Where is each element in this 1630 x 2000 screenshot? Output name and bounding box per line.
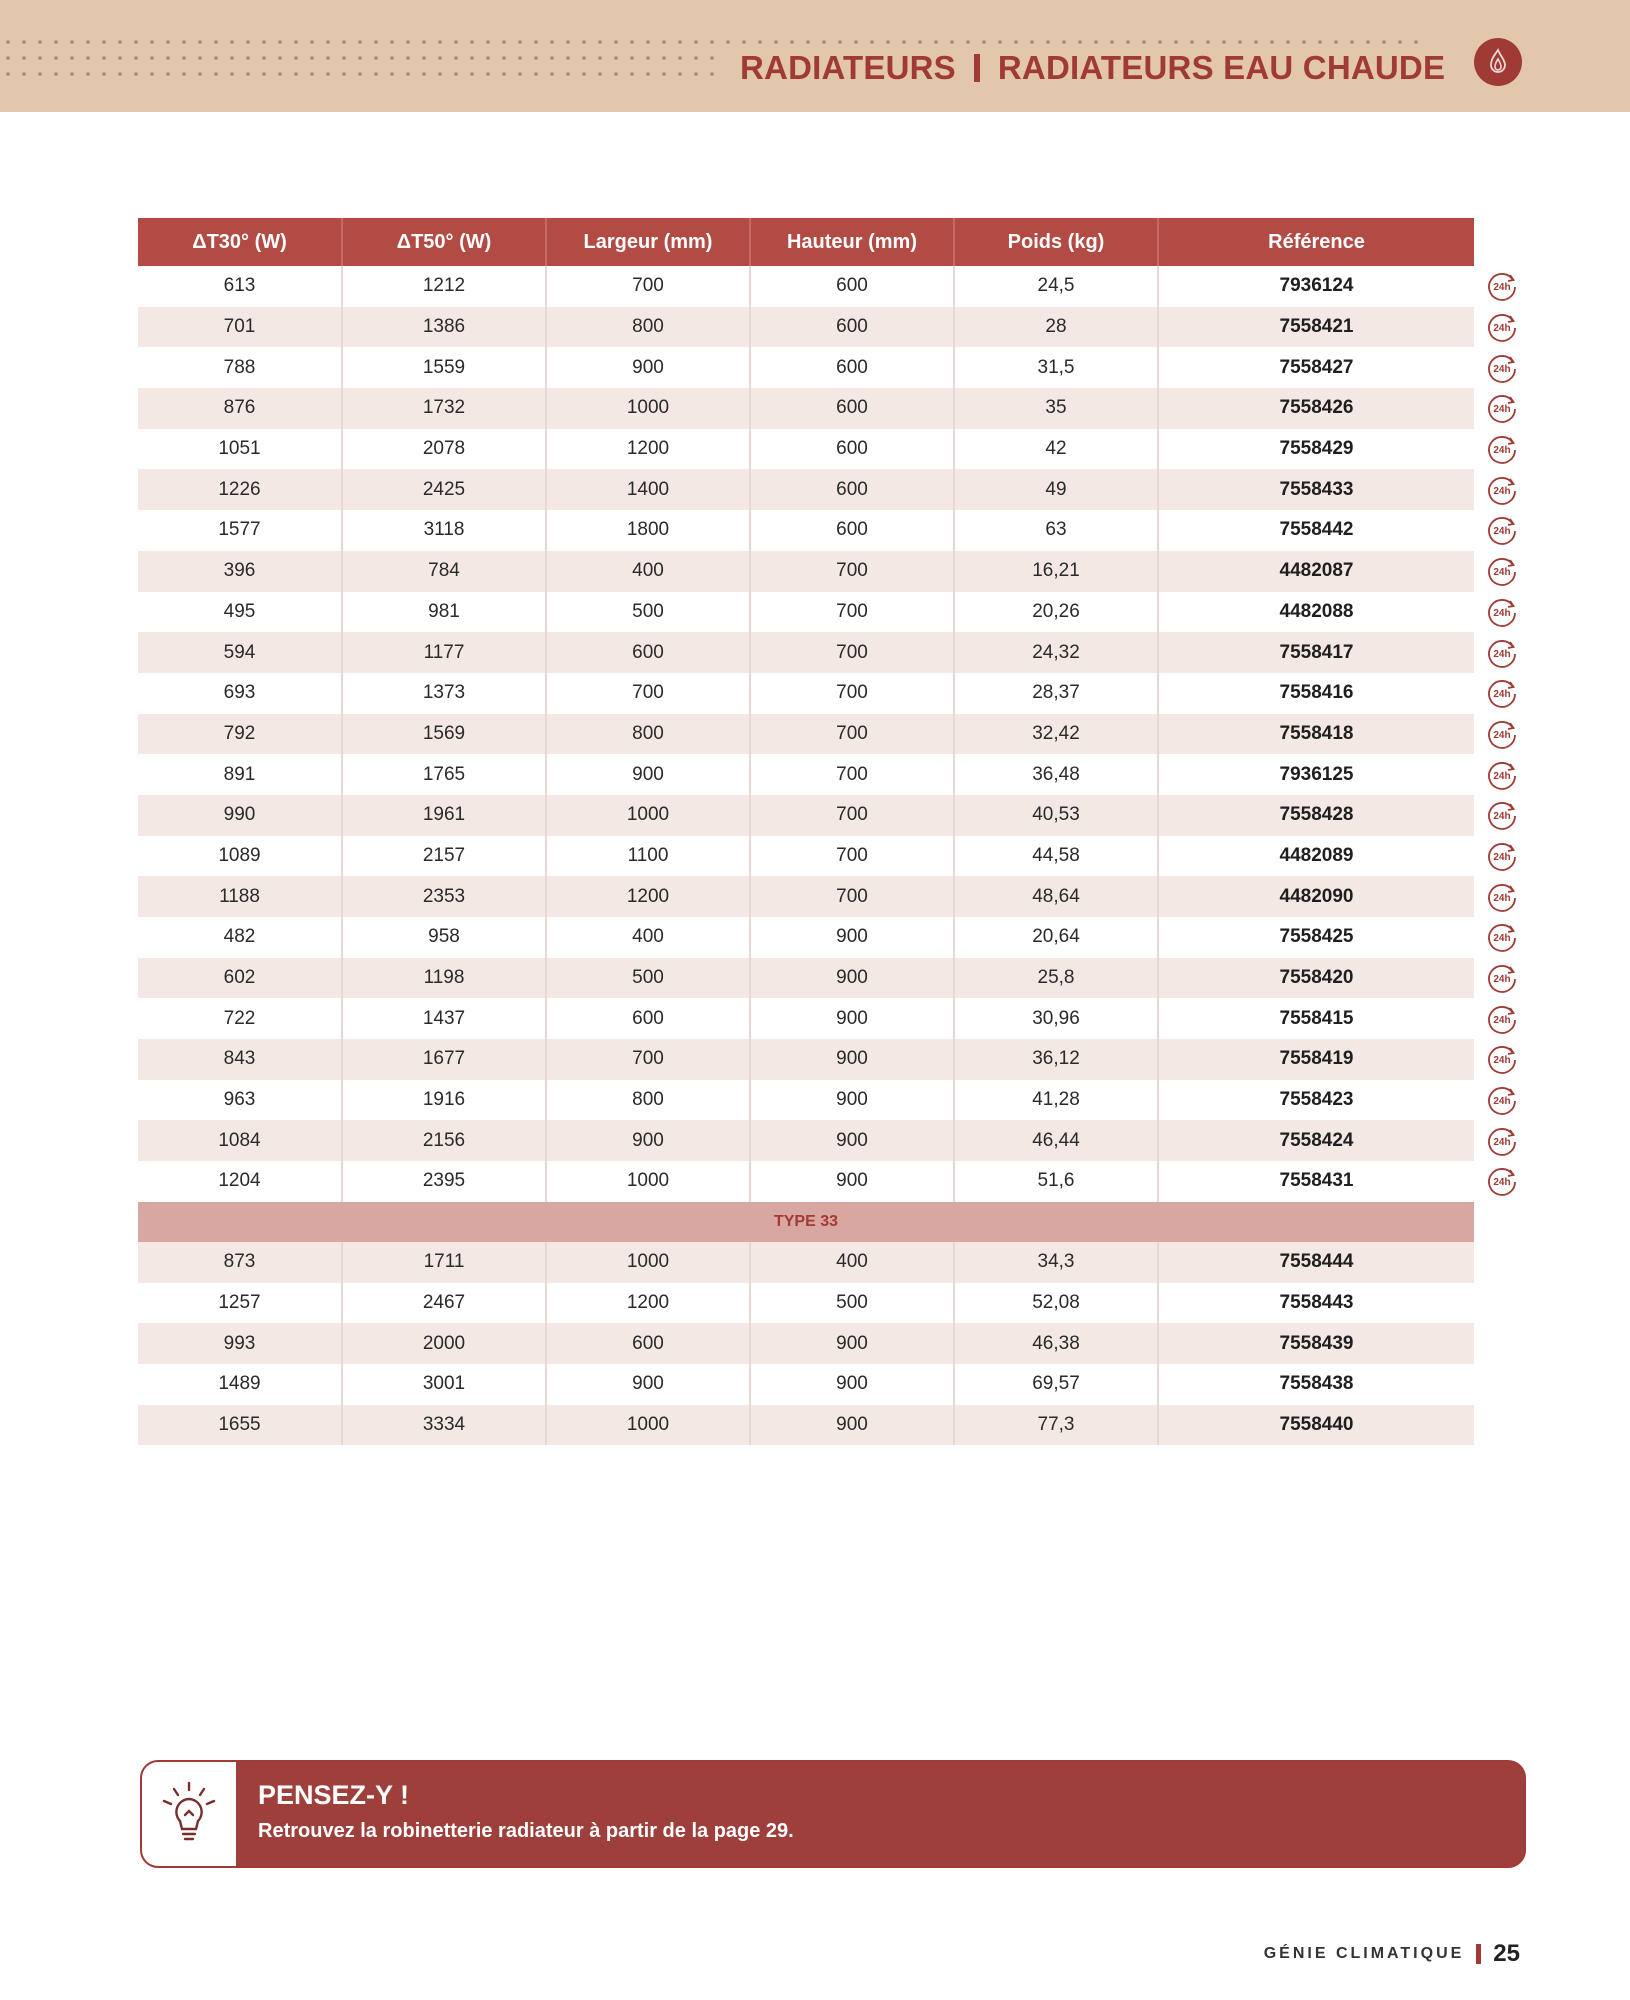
- table-row: [138, 673, 1474, 714]
- cell-largeur: 400: [546, 917, 750, 958]
- availability-24h-label: 24h: [1493, 811, 1511, 823]
- tip-box: [140, 1760, 1526, 1868]
- table-row: [138, 1080, 1474, 1121]
- cell-dt50: 958: [342, 917, 546, 958]
- cell-largeur: 700: [546, 266, 750, 307]
- cell-hauteur: 500: [750, 1283, 954, 1324]
- section-label: TYPE 33: [138, 1202, 1474, 1242]
- cell-dt30: 990: [138, 795, 342, 836]
- cell-hauteur: 700: [750, 714, 954, 755]
- flame-icon: [1474, 38, 1522, 86]
- cell-hauteur: 700: [750, 795, 954, 836]
- column-header-reference: Référence: [1158, 218, 1474, 266]
- cell-reference: 7558423 24h: [1158, 1080, 1474, 1121]
- cell-dt30: 396: [138, 551, 342, 592]
- cell-reference: 4482088 24h: [1158, 592, 1474, 633]
- cell-largeur: 1200: [546, 429, 750, 470]
- cell-dt30: 594: [138, 632, 342, 673]
- cell-dt30: 1226: [138, 469, 342, 510]
- table-row: [138, 551, 1474, 592]
- table-row: [138, 917, 1474, 958]
- header-dot-pattern: [0, 34, 720, 80]
- cell-poids: 30,96: [954, 998, 1158, 1039]
- cell-largeur: 600: [546, 998, 750, 1039]
- availability-24h-icon: [1486, 596, 1518, 628]
- cell-poids: 35: [954, 388, 1158, 429]
- availability-24h-label: 24h: [1493, 1014, 1511, 1026]
- availability-24h-label: 24h: [1493, 729, 1511, 741]
- cell-dt30: 1051: [138, 429, 342, 470]
- cell-poids: 44,58: [954, 836, 1158, 877]
- column-header-hauteur: Hauteur (mm): [750, 218, 954, 266]
- availability-24h-icon: [1486, 718, 1518, 750]
- cell-dt30: 1489: [138, 1364, 342, 1405]
- footer-section-label: GÉNIE CLIMATIQUE: [1263, 1945, 1465, 1962]
- page-number: 25: [1493, 1940, 1520, 1967]
- cell-reference: 7558429 24h: [1158, 429, 1474, 470]
- table-row: [138, 307, 1474, 348]
- cell-reference: 7558426 24h: [1158, 388, 1474, 429]
- table-row: [138, 1283, 1474, 1324]
- cell-reference: 7558425 24h: [1158, 917, 1474, 958]
- cell-hauteur: 600: [750, 347, 954, 388]
- availability-24h-label: 24h: [1493, 567, 1511, 579]
- cell-reference: 7558418 24h: [1158, 714, 1474, 755]
- cell-reference: 7558416 24h: [1158, 673, 1474, 714]
- cell-dt30: 876: [138, 388, 342, 429]
- availability-24h-icon: [1486, 759, 1518, 791]
- cell-largeur: 800: [546, 714, 750, 755]
- cell-dt50: 1677: [342, 1039, 546, 1080]
- cell-largeur: 1000: [546, 388, 750, 429]
- cell-largeur: 1400: [546, 469, 750, 510]
- availability-24h-icon: [1486, 1084, 1518, 1116]
- availability-24h-icon: [1486, 1043, 1518, 1075]
- cell-dt30: 693: [138, 673, 342, 714]
- cell-reference: 7558444: [1158, 1242, 1474, 1283]
- footer-separator: [1476, 1944, 1481, 1964]
- cell-hauteur: 900: [750, 1364, 954, 1405]
- cell-dt50: 1177: [342, 632, 546, 673]
- cell-largeur: 600: [546, 1323, 750, 1364]
- table-row: [138, 469, 1474, 510]
- cell-dt30: 1084: [138, 1120, 342, 1161]
- cell-dt50: 1711: [342, 1242, 546, 1283]
- availability-24h-label: 24h: [1493, 689, 1511, 701]
- cell-poids: 48,64: [954, 876, 1158, 917]
- cell-hauteur: 700: [750, 836, 954, 877]
- tip-title: PENSEZ-Y !: [258, 1780, 410, 1810]
- table-row: [138, 998, 1474, 1039]
- tip-text: Retrouvez la robinetterie radiateur à partir de la page 29.: [258, 1820, 794, 1842]
- availability-24h-icon: [1486, 840, 1518, 872]
- table-row: [138, 754, 1474, 795]
- table-row: [138, 266, 1474, 307]
- cell-poids: 32,42: [954, 714, 1158, 755]
- cell-dt50: 1765: [342, 754, 546, 795]
- column-header-dt50: ΔT50° (W): [342, 218, 546, 266]
- table-row: [138, 1323, 1474, 1364]
- cell-dt30: 792: [138, 714, 342, 755]
- cell-largeur: 600: [546, 632, 750, 673]
- cell-dt50: 784: [342, 551, 546, 592]
- cell-dt30: 873: [138, 1242, 342, 1283]
- cell-dt50: 2353: [342, 876, 546, 917]
- availability-24h-icon: [1486, 881, 1518, 913]
- cell-largeur: 700: [546, 673, 750, 714]
- cell-largeur: 900: [546, 1120, 750, 1161]
- cell-poids: 25,8: [954, 958, 1158, 999]
- cell-poids: 28: [954, 307, 1158, 348]
- table-row: [138, 1039, 1474, 1080]
- availability-24h-label: 24h: [1493, 770, 1511, 782]
- cell-reference: 7558433 24h: [1158, 469, 1474, 510]
- availability-24h-icon: [1486, 799, 1518, 831]
- availability-24h-label: 24h: [1493, 363, 1511, 375]
- table-row: [138, 1242, 1474, 1283]
- section-title-main: RADIATEURS: [740, 49, 956, 86]
- availability-24h-label: 24h: [1493, 648, 1511, 660]
- cell-poids: 63: [954, 510, 1158, 551]
- cell-poids: 77,3: [954, 1405, 1158, 1446]
- cell-dt30: 1577: [138, 510, 342, 551]
- cell-dt30: 495: [138, 592, 342, 633]
- cell-reference: 7558427 24h: [1158, 347, 1474, 388]
- lightbulb-icon: [142, 1762, 236, 1866]
- radiator-table: [138, 218, 1511, 1445]
- cell-hauteur: 400: [750, 1242, 954, 1283]
- cell-dt30: 482: [138, 917, 342, 958]
- cell-dt50: 1732: [342, 388, 546, 429]
- page-footer: [1264, 1940, 1520, 1968]
- cell-poids: 49: [954, 469, 1158, 510]
- cell-dt50: 2000: [342, 1323, 546, 1364]
- cell-hauteur: 600: [750, 469, 954, 510]
- cell-reference: 7558439: [1158, 1323, 1474, 1364]
- cell-dt50: 2425: [342, 469, 546, 510]
- cell-poids: 36,48: [954, 754, 1158, 795]
- cell-reference: 7558419 24h: [1158, 1039, 1474, 1080]
- cell-largeur: 1800: [546, 510, 750, 551]
- availability-24h-label: 24h: [1493, 1177, 1511, 1189]
- cell-dt30: 701: [138, 307, 342, 348]
- table-row: [138, 1120, 1474, 1161]
- availability-24h-icon: [1486, 677, 1518, 709]
- availability-24h-label: 24h: [1493, 404, 1511, 416]
- cell-dt50: 1386: [342, 307, 546, 348]
- cell-poids: 41,28: [954, 1080, 1158, 1121]
- cell-dt50: 1916: [342, 1080, 546, 1121]
- availability-24h-label: 24h: [1493, 607, 1511, 619]
- availability-24h-label: 24h: [1493, 1136, 1511, 1148]
- cell-reference: 7558443: [1158, 1283, 1474, 1324]
- cell-largeur: 1000: [546, 1405, 750, 1446]
- availability-24h-label: 24h: [1493, 1096, 1511, 1108]
- availability-24h-icon: [1486, 433, 1518, 465]
- cell-largeur: 1000: [546, 1242, 750, 1283]
- cell-hauteur: 900: [750, 1323, 954, 1364]
- cell-poids: 20,64: [954, 917, 1158, 958]
- cell-poids: 36,12: [954, 1039, 1158, 1080]
- availability-24h-icon: [1486, 474, 1518, 506]
- availability-24h-label: 24h: [1493, 282, 1511, 294]
- availability-24h-label: 24h: [1493, 974, 1511, 986]
- table-row: [138, 876, 1474, 917]
- cell-poids: 52,08: [954, 1283, 1158, 1324]
- cell-reference: 7558428 24h: [1158, 795, 1474, 836]
- cell-reference: 7558424 24h: [1158, 1120, 1474, 1161]
- availability-24h-icon: [1486, 392, 1518, 424]
- cell-largeur: 800: [546, 1080, 750, 1121]
- cell-hauteur: 900: [750, 958, 954, 999]
- cell-hauteur: 700: [750, 592, 954, 633]
- availability-24h-icon: [1486, 352, 1518, 384]
- cell-dt30: 891: [138, 754, 342, 795]
- cell-largeur: 1200: [546, 876, 750, 917]
- cell-dt50: 1212: [342, 266, 546, 307]
- cell-dt30: 1204: [138, 1161, 342, 1202]
- availability-24h-label: 24h: [1493, 851, 1511, 863]
- cell-largeur: 500: [546, 592, 750, 633]
- availability-24h-label: 24h: [1493, 445, 1511, 457]
- cell-largeur: 1100: [546, 836, 750, 877]
- availability-24h-label: 24h: [1493, 892, 1511, 904]
- cell-poids: 69,57: [954, 1364, 1158, 1405]
- table-row: [138, 347, 1474, 388]
- cell-largeur: 900: [546, 347, 750, 388]
- cell-dt50: 3334: [342, 1405, 546, 1446]
- table-header-row: [138, 218, 1474, 266]
- cell-hauteur: 700: [750, 673, 954, 714]
- cell-reference: 4482090 24h: [1158, 876, 1474, 917]
- column-header-poids: Poids (kg): [954, 218, 1158, 266]
- cell-hauteur: 600: [750, 429, 954, 470]
- cell-poids: 51,6: [954, 1161, 1158, 1202]
- cell-hauteur: 900: [750, 998, 954, 1039]
- cell-reference: 7558421 24h: [1158, 307, 1474, 348]
- cell-dt50: 981: [342, 592, 546, 633]
- availability-24h-icon: [1486, 270, 1518, 302]
- section-title-separator: [974, 54, 980, 82]
- cell-reference: 7558431 24h: [1158, 1161, 1474, 1202]
- cell-dt30: 788: [138, 347, 342, 388]
- cell-reference: 7558417 24h: [1158, 632, 1474, 673]
- cell-hauteur: 600: [750, 307, 954, 348]
- table-row: [138, 714, 1474, 755]
- cell-poids: 28,37: [954, 673, 1158, 714]
- availability-24h-label: 24h: [1493, 485, 1511, 497]
- cell-dt50: 2156: [342, 1120, 546, 1161]
- cell-dt30: 722: [138, 998, 342, 1039]
- cell-reference: 4482089 24h: [1158, 836, 1474, 877]
- table-row: [138, 795, 1474, 836]
- availability-24h-icon: [1486, 514, 1518, 546]
- cell-largeur: 400: [546, 551, 750, 592]
- cell-largeur: 1000: [546, 795, 750, 836]
- cell-poids: 16,21: [954, 551, 1158, 592]
- cell-hauteur: 900: [750, 1080, 954, 1121]
- availability-24h-icon: [1486, 311, 1518, 343]
- cell-poids: 20,26: [954, 592, 1158, 633]
- cell-hauteur: 900: [750, 1161, 954, 1202]
- section-title-sub: RADIATEURS EAU CHAUDE: [997, 49, 1446, 86]
- table-row: [138, 836, 1474, 877]
- cell-dt50: 3118: [342, 510, 546, 551]
- availability-24h-icon: [1486, 962, 1518, 994]
- cell-largeur: 800: [546, 307, 750, 348]
- cell-dt50: 3001: [342, 1364, 546, 1405]
- cell-hauteur: 900: [750, 1039, 954, 1080]
- cell-dt30: 613: [138, 266, 342, 307]
- cell-hauteur: 900: [750, 1120, 954, 1161]
- table-row: [138, 388, 1474, 429]
- cell-hauteur: 600: [750, 266, 954, 307]
- availability-24h-icon: [1486, 1003, 1518, 1035]
- cell-largeur: 1200: [546, 1283, 750, 1324]
- cell-reference: 7558442 24h: [1158, 510, 1474, 551]
- cell-reference: 7558438: [1158, 1364, 1474, 1405]
- cell-dt50: 2395: [342, 1161, 546, 1202]
- cell-reference: 4482087 24h: [1158, 551, 1474, 592]
- section-title: [740, 48, 1445, 88]
- cell-poids: 46,44: [954, 1120, 1158, 1161]
- cell-largeur: 1000: [546, 1161, 750, 1202]
- table-row: [138, 1161, 1474, 1202]
- cell-dt30: 1089: [138, 836, 342, 877]
- cell-dt50: 2157: [342, 836, 546, 877]
- page-header: [0, 0, 1630, 112]
- cell-reference: 7558440: [1158, 1405, 1474, 1446]
- table-row: [138, 632, 1474, 673]
- cell-poids: 34,3: [954, 1242, 1158, 1283]
- cell-poids: 31,5: [954, 347, 1158, 388]
- cell-hauteur: 600: [750, 388, 954, 429]
- cell-poids: 40,53: [954, 795, 1158, 836]
- cell-hauteur: 700: [750, 632, 954, 673]
- cell-poids: 42: [954, 429, 1158, 470]
- availability-24h-icon: [1486, 1125, 1518, 1157]
- cell-dt50: 1559: [342, 347, 546, 388]
- cell-reference: 7558420 24h: [1158, 958, 1474, 999]
- cell-largeur: 900: [546, 1364, 750, 1405]
- availability-24h-icon: [1486, 637, 1518, 669]
- availability-24h-label: 24h: [1493, 526, 1511, 538]
- availability-24h-icon: [1486, 555, 1518, 587]
- availability-24h-label: 24h: [1493, 1055, 1511, 1067]
- cell-dt30: 993: [138, 1323, 342, 1364]
- availability-24h-icon: [1486, 1165, 1518, 1197]
- cell-dt30: 1257: [138, 1283, 342, 1324]
- cell-largeur: 900: [546, 754, 750, 795]
- table-row: [138, 429, 1474, 470]
- table-row: [138, 1405, 1474, 1446]
- cell-hauteur: 900: [750, 1405, 954, 1446]
- cell-reference: 7936124 24h: [1158, 266, 1474, 307]
- cell-dt50: 1961: [342, 795, 546, 836]
- cell-dt50: 1373: [342, 673, 546, 714]
- table-row: [138, 510, 1474, 551]
- availability-24h-label: 24h: [1493, 323, 1511, 335]
- section-row-type-33: [138, 1202, 1474, 1242]
- cell-hauteur: 700: [750, 876, 954, 917]
- cell-largeur: 500: [546, 958, 750, 999]
- cell-dt30: 1188: [138, 876, 342, 917]
- cell-hauteur: 700: [750, 551, 954, 592]
- table-row: [138, 1364, 1474, 1405]
- cell-dt30: 602: [138, 958, 342, 999]
- table-row: [138, 592, 1474, 633]
- cell-dt50: 1569: [342, 714, 546, 755]
- cell-poids: 24,32: [954, 632, 1158, 673]
- table-row: [138, 958, 1474, 999]
- cell-reference: 7936125 24h: [1158, 754, 1474, 795]
- cell-dt30: 1655: [138, 1405, 342, 1446]
- cell-hauteur: 600: [750, 510, 954, 551]
- cell-poids: 46,38: [954, 1323, 1158, 1364]
- column-header-largeur: Largeur (mm): [546, 218, 750, 266]
- cell-dt30: 843: [138, 1039, 342, 1080]
- column-header-dt30: ΔT30° (W): [138, 218, 342, 266]
- cell-dt50: 1198: [342, 958, 546, 999]
- cell-dt50: 1437: [342, 998, 546, 1039]
- header-dot-pattern-top: [720, 34, 1430, 48]
- cell-largeur: 700: [546, 1039, 750, 1080]
- cell-dt50: 2078: [342, 429, 546, 470]
- cell-dt30: 963: [138, 1080, 342, 1121]
- cell-hauteur: 900: [750, 917, 954, 958]
- availability-24h-icon: [1486, 921, 1518, 953]
- availability-24h-label: 24h: [1493, 933, 1511, 945]
- cell-hauteur: 700: [750, 754, 954, 795]
- cell-dt50: 2467: [342, 1283, 546, 1324]
- cell-reference: 7558415 24h: [1158, 998, 1474, 1039]
- cell-poids: 24,5: [954, 266, 1158, 307]
